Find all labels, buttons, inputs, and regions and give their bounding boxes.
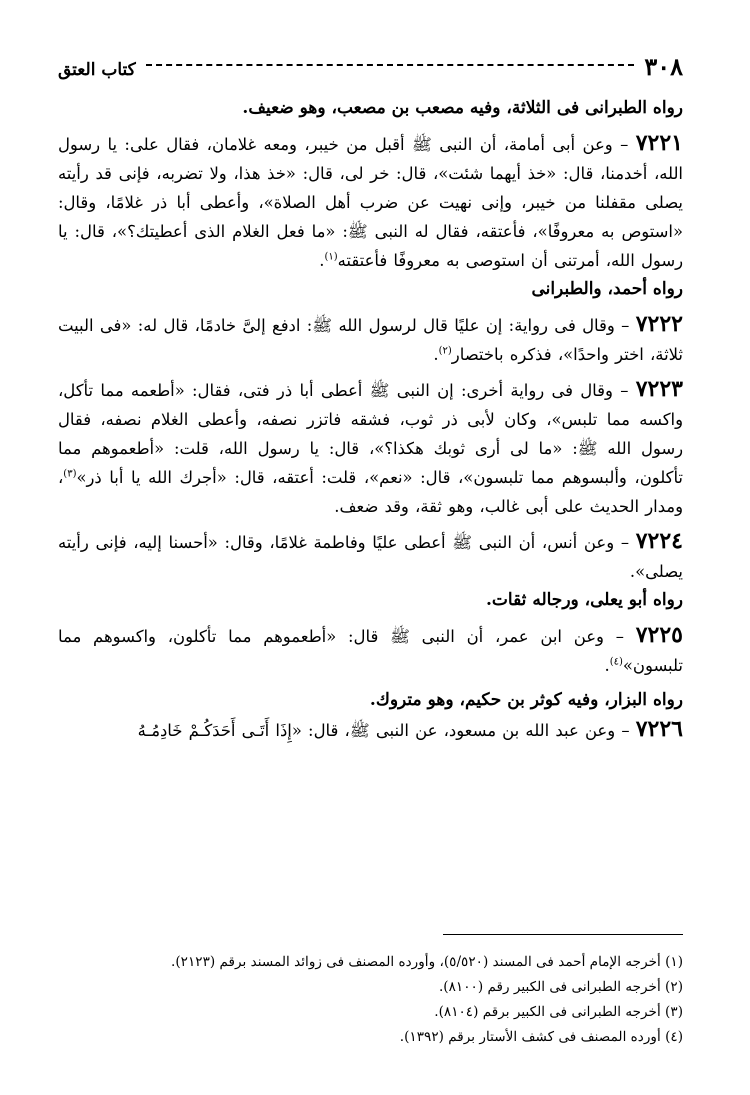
footnote-ref: (١) xyxy=(324,251,338,263)
hadith-number: ٧٢٢٥ xyxy=(635,622,683,648)
hadith-text-end: . xyxy=(433,345,439,364)
hadith-text: – وعن أبى أمامة، أن النبى ﷺ أقبل من خيبر، ومعه غلامان، فقال على: يا رسول الله، أخدمنا، قال: «خذ أيهما شئت»، قال: خر لى، قال: «خذ هذا، ولا تضربه، فإنى قد رأيته يصلى مقفلنا من خيبر، وإنى نهيت عن ضرب أهل الصلاة»، وأعطى أبا ذر غلامًا، وقال: «استوص به معروفًا»، فأعتقه، فقال له النبى ﷺ: «ما فعل الغلام الذى أعطيتك؟»، قال: يا رسول الله، أمرتنى أن استوصى به معروفًا فأعتقته xyxy=(58,135,683,270)
footnote-ref: (٣) xyxy=(63,468,77,480)
footnote-separator xyxy=(443,934,683,935)
hadith-text-end: . xyxy=(604,656,610,675)
source-note: رواه البزار، وفيه كوثر بن حكيم، وهو متروك. xyxy=(369,690,683,710)
hadith-7222 xyxy=(58,310,683,369)
hadith-7221 xyxy=(58,129,683,275)
hadith-7225 xyxy=(58,621,683,680)
source-note: رواه أحمد، والطبرانى xyxy=(531,279,683,299)
source-note: رواه أبو يعلى، ورجاله ثقات. xyxy=(485,590,683,610)
hadith-text: – وقال فى رواية أخرى: إن النبى ﷺ أعطى أبا ذر فتى، فقال: «أطعمه مما تأكل، واكسه مما تلبس»، وكان لأبى ذر ثوب، فشقه فاتزر نصفه، وأعطى الغلام نصفه، فقال رسول الله ﷺ: «ما لى أرى ثوبك هكذا؟»، قال: يا رسول الله، قلت: «أطعموهم مما تأكلون، وألبسوهم مما تلبسون»، قال: «نعم»، قلت: أعتقه، قال: «أجرك الله يا أبا ذر» xyxy=(58,381,683,487)
running-header xyxy=(58,54,683,84)
hadith-text-end: ، ومدار الحديث على أبى غالب، وهو ثقة، وقد ضعف. xyxy=(58,468,683,516)
header-dashed-rule xyxy=(146,64,635,66)
footnote: (٢) أخرجه الطبرانى فى الكبير رقم (٨١٠٠). xyxy=(438,979,683,995)
hadith-text: – وقال فى رواية: إن عليًا قال لرسول الله ﷺ: ادفع إلىَّ خادمًا، قال له: «فى البيت ثلاثة، اختر واحدًا»، فذكره باختصار xyxy=(58,316,683,364)
hadith-text: – وعن ابن عمر، أن النبى ﷺ قال: «أطعموهم مما تأكلون، واكسوهم مما تلبسون» xyxy=(58,627,683,675)
footnote: (١) أخرجه الإمام أحمد فى المسند (٥/٥٢٠)، وأورده المصنف فى زوائد المسند برقم (٢١٢٣). xyxy=(171,954,683,970)
footnote-ref: (٤) xyxy=(609,656,623,668)
page xyxy=(58,52,683,1045)
hadith-text: – وعن أنس، أن النبى ﷺ أعطى عليًا وفاطمة غلامًا، وقال: «أحسنا إليه، فإنى رأيته يصلى». xyxy=(58,533,683,581)
page-number: ٣٠٨ xyxy=(644,52,683,81)
footnote: (٣) أخرجه الطبرانى فى الكبير برقم (٨١٠٤). xyxy=(434,1004,683,1020)
hadith-text: – وعن عبد الله بن مسعود، عن النبى ﷺ، قال: «إِذَا أَتَـى أَحَدَكُـمْ خَادِمُـهُ xyxy=(137,721,636,740)
hadith-7224 xyxy=(58,527,683,586)
hadith-number: ٧٢٢٢ xyxy=(635,311,683,337)
hadith-7223 xyxy=(58,375,683,521)
footnote: (٤) أورده المصنف فى كشف الأستار برقم (١٣٩٢). xyxy=(399,1029,683,1045)
hadith-number: ٧٢٢١ xyxy=(635,130,683,156)
footnotes xyxy=(58,950,683,1050)
hadith-text-end: . xyxy=(319,251,325,270)
hadith-7226 xyxy=(58,715,683,745)
footnote-ref: (٢) xyxy=(438,345,452,357)
source-note: رواه الطبرانى فى الثلاثة، وفيه مصعب بن مصعب، وهو ضعيف. xyxy=(242,98,683,118)
hadith-number: ٧٢٢٦ xyxy=(635,716,683,742)
hadith-number: ٧٢٢٤ xyxy=(635,528,683,554)
book-title: كتاب العتق xyxy=(58,60,136,80)
hadith-number: ٧٢٢٣ xyxy=(635,376,683,402)
